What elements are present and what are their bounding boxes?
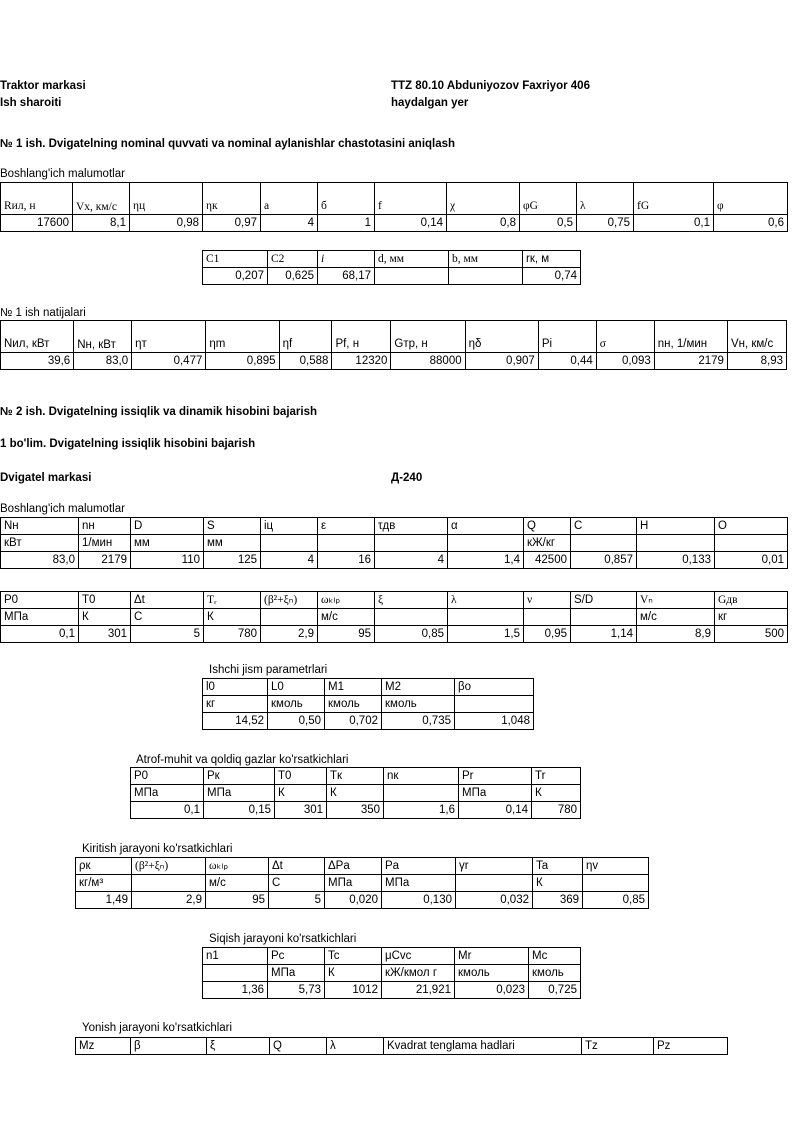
header-cell: Nил, кВт bbox=[1, 321, 74, 353]
value-cell: 8,93 bbox=[727, 353, 786, 370]
value-cell bbox=[375, 268, 449, 285]
value-cell: 0,133 bbox=[637, 552, 715, 569]
unit-cell: 1/мин bbox=[79, 535, 131, 552]
value-cell: 0,95 bbox=[524, 626, 571, 643]
header-cell: d, мм bbox=[375, 251, 449, 268]
value-cell: 21,921 bbox=[382, 982, 455, 999]
header-cell: Tᵣ bbox=[204, 592, 261, 609]
unit-cell bbox=[132, 875, 206, 892]
value-cell: 1,14 bbox=[571, 626, 637, 643]
value-cell: 0,907 bbox=[465, 353, 538, 370]
header-cell: P0 bbox=[1, 592, 79, 609]
value-cell: 0,14 bbox=[375, 215, 447, 232]
header-cell: (β²+ξₙ) bbox=[261, 592, 318, 609]
section2-subtitle: 1 bo'lim. Dvigatelning issiqlik hisobini bajarish bbox=[0, 438, 256, 450]
ish-sharoiti-label: Ish sharoiti bbox=[0, 97, 62, 109]
value-cell: 0,023 bbox=[455, 982, 529, 999]
unit-cell: МПа bbox=[204, 785, 275, 802]
header-cell: nн, 1/мин bbox=[654, 321, 727, 353]
unit-cell bbox=[455, 696, 534, 713]
value-cell: 2179 bbox=[654, 353, 727, 370]
value-cell: 0,01 bbox=[715, 552, 788, 569]
unit-cell bbox=[203, 965, 268, 982]
unit-cell: МПа bbox=[325, 875, 382, 892]
yonish-table bbox=[75, 1037, 728, 1055]
siqish-table bbox=[202, 947, 581, 999]
header-cell: ηm bbox=[206, 321, 279, 353]
header-cell: L0 bbox=[268, 679, 325, 696]
header-cell: Tz bbox=[582, 1038, 654, 1055]
unit-cell: кмоль bbox=[268, 696, 325, 713]
unit-cell bbox=[318, 535, 375, 552]
value-cell: 0,895 bbox=[206, 353, 279, 370]
natija1-table bbox=[0, 320, 787, 370]
header-cell: Gдв bbox=[715, 592, 788, 609]
header-cell: l0 bbox=[203, 679, 268, 696]
header-cell: Rил, н bbox=[1, 183, 73, 215]
ishchi-table bbox=[202, 678, 534, 730]
unit-cell: мм bbox=[131, 535, 204, 552]
value-cell: 2,9 bbox=[132, 892, 206, 909]
value-cell: 4 bbox=[375, 552, 448, 569]
value-cell: 780 bbox=[532, 802, 581, 819]
value-cell: 1,6 bbox=[384, 802, 459, 819]
unit-cell bbox=[571, 535, 637, 552]
header-cell: ωₖₗₚ bbox=[206, 858, 269, 875]
header-cell: nк bbox=[384, 768, 459, 785]
boshlang1-caption: Boshlang'ich malumotlar bbox=[0, 168, 125, 180]
header-cell: ωₖₗₚ bbox=[318, 592, 375, 609]
header-cell: nн bbox=[79, 518, 131, 535]
atrof-table bbox=[130, 767, 581, 819]
value-cell: 0,093 bbox=[596, 353, 654, 370]
unit-cell: кг bbox=[203, 696, 268, 713]
unit-cell bbox=[715, 535, 788, 552]
unit-cell bbox=[375, 535, 448, 552]
unit-cell: кг bbox=[715, 609, 788, 626]
unit-cell: кВт bbox=[1, 535, 79, 552]
header-cell: Pc bbox=[268, 948, 325, 965]
unit-cell bbox=[448, 609, 524, 626]
value-cell: 500 bbox=[715, 626, 788, 643]
value-cell: 42500 bbox=[524, 552, 571, 569]
value-cell: 83,0 bbox=[1, 552, 79, 569]
header-cell: ν bbox=[524, 592, 571, 609]
header-cell: Δt bbox=[131, 592, 204, 609]
header-cell: (β²+ξₙ) bbox=[132, 858, 206, 875]
value-cell: 0,50 bbox=[268, 713, 325, 730]
header-cell: Mr bbox=[455, 948, 529, 965]
unit-cell: МПа bbox=[459, 785, 532, 802]
value-cell: 0,702 bbox=[325, 713, 382, 730]
unit-cell: К bbox=[532, 785, 581, 802]
value-cell: 2179 bbox=[79, 552, 131, 569]
value-cell: 0,1 bbox=[131, 802, 204, 819]
unit-cell: м/с bbox=[206, 875, 269, 892]
header-cell: D bbox=[131, 518, 204, 535]
header-cell: C2 bbox=[268, 251, 318, 268]
section1-title: № 1 ish. Dvigatelning nominal quvvati va nominal aylanishlar chastotasini aniqlash bbox=[0, 138, 456, 150]
unit-cell: МПа bbox=[131, 785, 204, 802]
header-cell: S/D bbox=[571, 592, 637, 609]
value-cell: 780 bbox=[204, 626, 261, 643]
kiritish-caption: Kiritish jarayoni ko'rsatkichlari bbox=[82, 843, 233, 855]
unit-cell bbox=[583, 875, 649, 892]
header-cell: C bbox=[571, 518, 637, 535]
value-cell: 4 bbox=[261, 552, 318, 569]
header-cell: i bbox=[318, 251, 375, 268]
value-cell: 0,5 bbox=[520, 215, 577, 232]
unit-cell: К bbox=[325, 965, 382, 982]
value-cell: 0,98 bbox=[130, 215, 203, 232]
header-cell: O bbox=[715, 518, 788, 535]
unit-cell: К bbox=[275, 785, 327, 802]
value-cell: 8,1 bbox=[73, 215, 130, 232]
value-cell: 5,73 bbox=[268, 982, 325, 999]
boshlang1-table bbox=[0, 182, 788, 232]
value-cell: 0,625 bbox=[268, 268, 318, 285]
header-cell: ξ bbox=[375, 592, 448, 609]
header-cell: α bbox=[448, 518, 524, 535]
header-cell: а bbox=[261, 183, 318, 215]
value-cell: 0,477 bbox=[132, 353, 206, 370]
section2-title: № 2 ish. Dvigatelning issiqlik va dinamik hisobini bajarish bbox=[0, 406, 318, 418]
header-cell: φ bbox=[714, 183, 788, 215]
unit-cell: кг/м³ bbox=[76, 875, 132, 892]
boshlang2-table bbox=[0, 517, 788, 569]
header-cell: ηδ bbox=[465, 321, 538, 353]
value-cell bbox=[449, 268, 523, 285]
header-cell: τдв bbox=[375, 518, 448, 535]
value-cell: 12320 bbox=[332, 353, 391, 370]
header-cell: ρк bbox=[76, 858, 132, 875]
value-cell: 1,4 bbox=[448, 552, 524, 569]
unit-cell: К bbox=[533, 875, 583, 892]
header-cell: λ bbox=[327, 1038, 384, 1055]
value-cell: 4 bbox=[261, 215, 318, 232]
header-cell: Vₙ bbox=[637, 592, 715, 609]
header-cell: μCvc bbox=[382, 948, 455, 965]
boshlang2-caption: Boshlang'ich malumotlar bbox=[0, 503, 125, 515]
value-cell: 88000 bbox=[391, 353, 465, 370]
value-cell: 0,14 bbox=[459, 802, 532, 819]
header-cell: n1 bbox=[203, 948, 268, 965]
header-cell: Nн bbox=[1, 518, 79, 535]
unit-cell: МПа bbox=[382, 875, 456, 892]
header-cell: ηf bbox=[279, 321, 332, 353]
unit-cell: кмоль bbox=[455, 965, 529, 982]
value-cell: 0,1 bbox=[634, 215, 714, 232]
unit-cell: м/с bbox=[637, 609, 715, 626]
header-cell: iц bbox=[261, 518, 318, 535]
natija1-caption: № 1 ish natijalari bbox=[0, 307, 86, 319]
header-cell: ηц bbox=[130, 183, 203, 215]
unit-cell bbox=[261, 535, 318, 552]
value-cell: 0,588 bbox=[279, 353, 332, 370]
header-cell: b, мм bbox=[449, 251, 523, 268]
unit-cell bbox=[375, 609, 448, 626]
header-cell: Pi bbox=[538, 321, 596, 353]
ishchi-caption: Ishchi jism parametrlari bbox=[209, 664, 328, 676]
header-cell: ηк bbox=[203, 183, 261, 215]
header-cell: Q bbox=[270, 1038, 327, 1055]
atrof-caption: Atrof-muhit va qoldiq gazlar ko'rsatkichlari bbox=[136, 754, 349, 766]
small1-table bbox=[202, 250, 581, 285]
header-cell: ηт bbox=[132, 321, 206, 353]
value-cell: 0,44 bbox=[538, 353, 596, 370]
unit-cell: м/с bbox=[318, 609, 375, 626]
header-cell: Q bbox=[524, 518, 571, 535]
header-cell: ε bbox=[318, 518, 375, 535]
value-cell: 0,725 bbox=[529, 982, 581, 999]
value-cell: 0,75 bbox=[577, 215, 634, 232]
unit-cell: К bbox=[327, 785, 384, 802]
value-cell: 95 bbox=[206, 892, 269, 909]
unit-cell bbox=[524, 609, 571, 626]
header-cell: T0 bbox=[275, 768, 327, 785]
value-cell: 0,130 bbox=[382, 892, 456, 909]
value-cell: 1012 bbox=[325, 982, 382, 999]
unit-cell: мм bbox=[204, 535, 261, 552]
value-cell: 0,8 bbox=[447, 215, 520, 232]
unit-cell bbox=[571, 609, 637, 626]
unit-cell bbox=[384, 785, 459, 802]
header-cell: M2 bbox=[382, 679, 455, 696]
header-cell: λ bbox=[448, 592, 524, 609]
header-cell: T0 bbox=[79, 592, 131, 609]
header-cell: H bbox=[637, 518, 715, 535]
header-cell: Tк bbox=[327, 768, 384, 785]
value-cell: 0,85 bbox=[583, 892, 649, 909]
header-cell: fG bbox=[634, 183, 714, 215]
value-cell: 1,5 bbox=[448, 626, 524, 643]
value-cell: 1 bbox=[318, 215, 375, 232]
header-cell: S bbox=[204, 518, 261, 535]
header-cell: γr bbox=[456, 858, 533, 875]
value-cell: 68,17 bbox=[318, 268, 375, 285]
header-cell: Mz bbox=[76, 1038, 131, 1055]
header-cell: M1 bbox=[325, 679, 382, 696]
header-cell: χ bbox=[447, 183, 520, 215]
header-cell: Nн, кВт bbox=[74, 321, 132, 353]
value-cell: 0,1 bbox=[1, 626, 79, 643]
header-cell: Tc bbox=[325, 948, 382, 965]
unit-cell: К bbox=[79, 609, 131, 626]
header-cell: λ bbox=[577, 183, 634, 215]
traktor-label: Traktor markasi bbox=[0, 80, 86, 92]
value-cell: 1,49 bbox=[76, 892, 132, 909]
value-cell: 0,857 bbox=[571, 552, 637, 569]
unit-cell bbox=[456, 875, 533, 892]
value-cell: 0,6 bbox=[714, 215, 788, 232]
header-cell: Vх, км/с bbox=[73, 183, 130, 215]
value-cell: 301 bbox=[79, 626, 131, 643]
kiritish-table bbox=[75, 857, 649, 909]
header-cell: βo bbox=[455, 679, 534, 696]
siqish-caption: Siqish jarayoni ko'rsatkichlari bbox=[209, 933, 357, 945]
value-cell: 1,36 bbox=[203, 982, 268, 999]
yonish-caption: Yonish jarayoni ko'rsatkichlari bbox=[82, 1022, 233, 1034]
header-cell: Pf, н bbox=[332, 321, 391, 353]
unit-cell: кЖ/кмол г bbox=[382, 965, 455, 982]
value-cell: 83,0 bbox=[74, 353, 132, 370]
header-cell: ηv bbox=[583, 858, 649, 875]
value-cell: 95 bbox=[318, 626, 375, 643]
value-cell: 350 bbox=[327, 802, 384, 819]
header-cell: Gтр, н bbox=[391, 321, 465, 353]
value-cell: 1,048 bbox=[455, 713, 534, 730]
value-cell: 0,97 bbox=[203, 215, 261, 232]
header-cell: Vн, км/с bbox=[727, 321, 786, 353]
value-cell: 8,9 bbox=[637, 626, 715, 643]
unit-cell: С bbox=[269, 875, 325, 892]
value-cell: 301 bbox=[275, 802, 327, 819]
value-cell: 0,020 bbox=[325, 892, 382, 909]
header-cell: Ta bbox=[533, 858, 583, 875]
header-cell: Tr bbox=[532, 768, 581, 785]
value-cell: 0,74 bbox=[523, 268, 581, 285]
unit-cell: кЖ/кг bbox=[524, 535, 571, 552]
unit-cell: С bbox=[131, 609, 204, 626]
header-cell: Pr bbox=[459, 768, 532, 785]
header-cell: ΔPa bbox=[325, 858, 382, 875]
unit-cell: кмоль bbox=[382, 696, 455, 713]
value-cell: 14,52 bbox=[203, 713, 268, 730]
header-cell: ξ bbox=[207, 1038, 270, 1055]
header-cell: rк, м bbox=[523, 251, 581, 268]
unit-cell: К bbox=[204, 609, 261, 626]
dvigatel-label: Dvigatel markasi bbox=[0, 472, 92, 484]
header-cell: Mc bbox=[529, 948, 581, 965]
value-cell: 2,9 bbox=[261, 626, 318, 643]
unit-cell bbox=[448, 535, 524, 552]
value-cell: 39,6 bbox=[1, 353, 74, 370]
header-cell: P0 bbox=[131, 768, 204, 785]
header-cell: Kvadrat tenglama hadlari bbox=[384, 1038, 582, 1055]
value-cell: 16 bbox=[318, 552, 375, 569]
value-cell: 0,85 bbox=[375, 626, 448, 643]
value-cell: 17600 bbox=[1, 215, 73, 232]
header-cell: Pz bbox=[654, 1038, 728, 1055]
value-cell: 0,207 bbox=[203, 268, 268, 285]
value-cell: 0,15 bbox=[204, 802, 275, 819]
ish-sharoiti-value: haydalgan yer bbox=[391, 97, 469, 109]
table2b bbox=[0, 591, 788, 643]
header-cell: Pк bbox=[204, 768, 275, 785]
unit-cell: МПа bbox=[268, 965, 325, 982]
header-cell: φG bbox=[520, 183, 577, 215]
value-cell: 5 bbox=[269, 892, 325, 909]
unit-cell bbox=[261, 609, 318, 626]
header-cell: б bbox=[318, 183, 375, 215]
value-cell: 0,032 bbox=[456, 892, 533, 909]
unit-cell bbox=[637, 535, 715, 552]
traktor-value: TTZ 80.10 Abduniyozov Faxriyor 406 bbox=[391, 80, 590, 92]
header-cell: f bbox=[375, 183, 447, 215]
header-cell: σ bbox=[596, 321, 654, 353]
header-cell: β bbox=[131, 1038, 207, 1055]
header-cell: Pa bbox=[382, 858, 456, 875]
header-cell: C1 bbox=[203, 251, 268, 268]
value-cell: 125 bbox=[204, 552, 261, 569]
value-cell: 0,735 bbox=[382, 713, 455, 730]
unit-cell: кмоль bbox=[325, 696, 382, 713]
value-cell: 5 bbox=[131, 626, 204, 643]
dvigatel-value: Д-240 bbox=[391, 472, 423, 484]
header-cell: Δt bbox=[269, 858, 325, 875]
value-cell: 110 bbox=[131, 552, 204, 569]
unit-cell: МПа bbox=[1, 609, 79, 626]
unit-cell: кмоль bbox=[529, 965, 581, 982]
value-cell: 369 bbox=[533, 892, 583, 909]
